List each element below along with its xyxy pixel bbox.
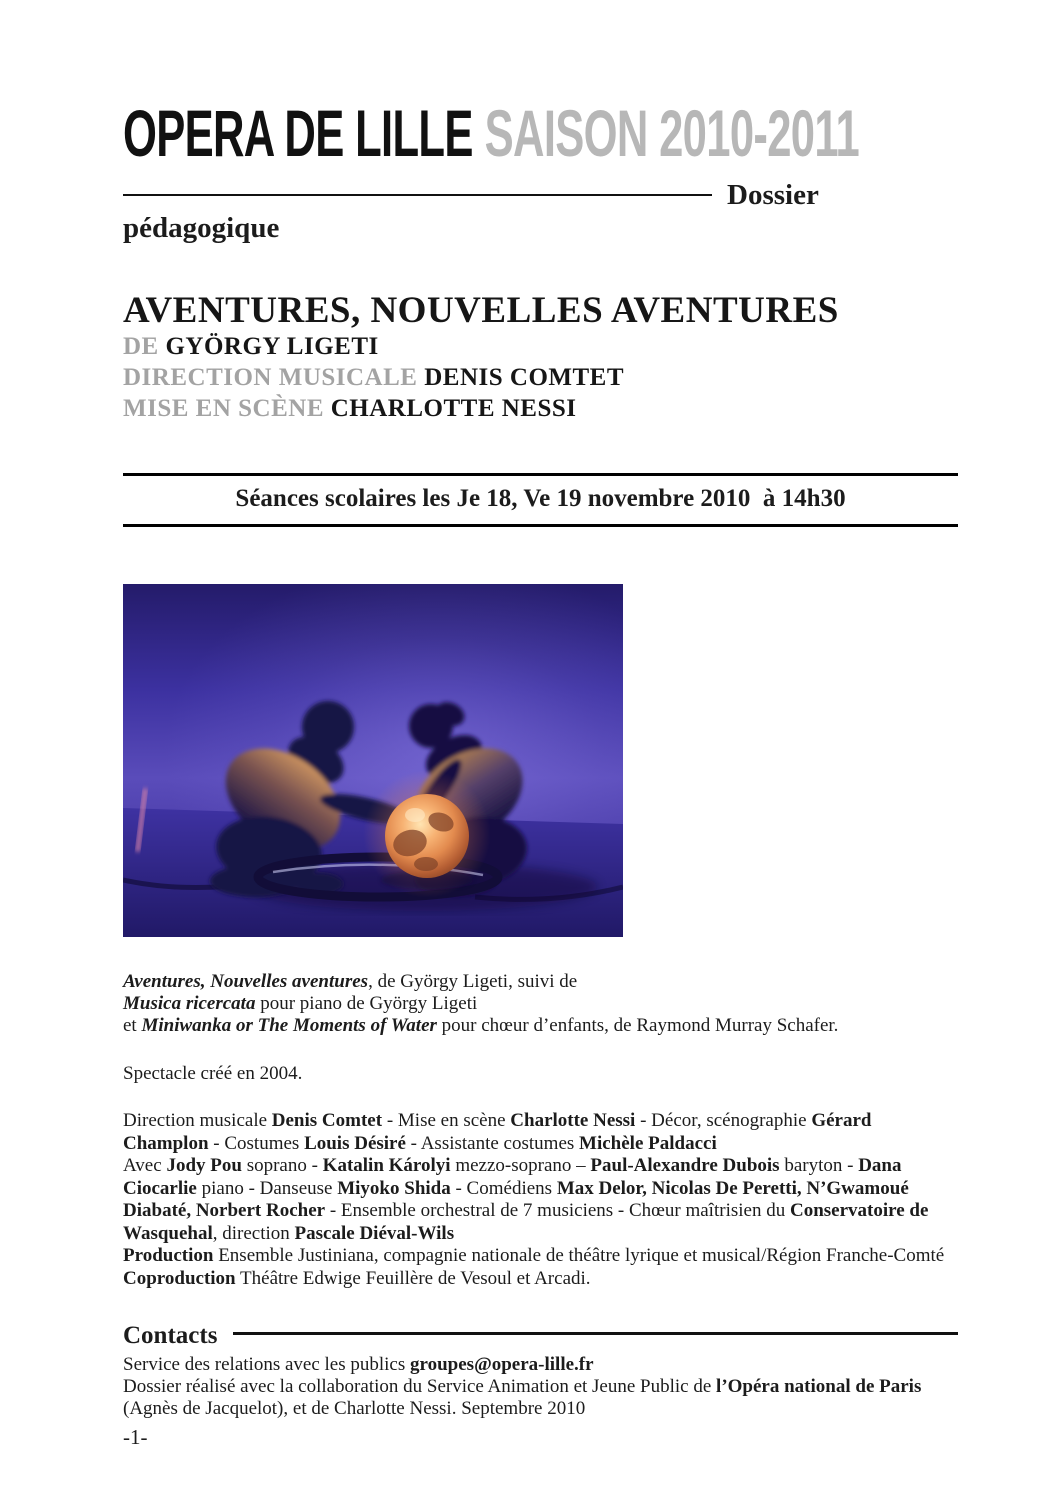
byline-music-director — [123, 362, 958, 393]
byline-role: DE — [123, 333, 166, 360]
production-photo — [123, 584, 623, 937]
credits-paragraph: Direction musicale Denis Comtet - Mise en scène Charlotte Nessi - Décor, scénographie Gérard Champlon - Costumes Louis Désiré - Assistante costumes Michèle Paldacci — [123, 1110, 872, 1154]
season-text: SAISON 2010-2011 — [484, 96, 860, 170]
logo-text: OPERA DE LILLE — [123, 96, 473, 170]
credits-block — [123, 1110, 958, 1290]
byline-name: GYÖRGY LIGETI — [165, 333, 379, 360]
byline-stage-director — [123, 393, 958, 424]
byline-name: CHARLOTTE NESSI — [330, 395, 577, 422]
program-line: Aventures, Nouvelles aventures, de György Ligeti, suivi de — [123, 971, 578, 992]
leader-rule — [123, 194, 712, 196]
contacts-lines — [123, 1354, 958, 1420]
byline-role: DIRECTION MUSICALE — [123, 364, 425, 391]
dossier-leader-row — [123, 180, 958, 210]
credits-paragraph: Production Ensemble Justiniana, compagnie nationale de théâtre lyrique et musical/Région Franche-Comté — [123, 1245, 945, 1266]
opera-logo — [123, 96, 958, 170]
program-line: et Miniwanka or The Moments of Water pour chœur d’enfants, de Raymond Murray Schafer. — [123, 1015, 839, 1036]
program-intro — [123, 971, 958, 1037]
globe-highlight — [405, 808, 425, 822]
contacts-rule — [233, 1332, 958, 1335]
masthead — [123, 96, 958, 245]
contact-line: Service des relations avec les publics groupes@opera-lille.fr — [123, 1354, 594, 1375]
contacts-section — [123, 1322, 958, 1420]
production-photo-svg — [123, 584, 623, 937]
byline-name: DENIS COMTET — [424, 364, 625, 391]
show-title: AVENTURES, NOUVELLES AVENTURES — [123, 290, 839, 331]
contacts-heading: Contacts — [123, 1322, 218, 1349]
credits-paragraph: Coproduction Théâtre Edwige Feuillère de Vesoul et Arcadi. — [123, 1267, 591, 1289]
credits-paragraph: Avec Jody Pou soprano - Katalin Károlyi mezzo-soprano – Paul-Alexandre Dubois baryton - Dana Ciocarlie piano - Danseuse Miyoko Shida - Comédiens Max Delor, Nicolas De Peretti, N’Gwamoué Diabaté, Norbert Rocher - Ensemble orchestral de 7 musiciens - Chœur maîtrisien du Conservatoire de Wasquehal, direction Pascale Diéval-Wils — [123, 1155, 929, 1244]
byline-role: MISE EN SCÈNE — [123, 395, 331, 422]
title-section — [123, 291, 958, 424]
schedule-banner: Séances scolaires les Je 18, Ve 19 novembre 2010 à 14h30 — [123, 473, 958, 527]
dossier-label: Dossier — [727, 179, 819, 211]
program-line: Musica ricercata pour piano de György Ligeti — [123, 993, 478, 1014]
contacts-head — [123, 1322, 958, 1350]
contact-line: Dossier réalisé avec la collaboration du Service Animation et Jeune Public de l’Opéra national de Paris (Agnès de Jacquelot), et de Charlotte Nessi. Septembre 2010 — [123, 1376, 922, 1419]
dossier-label-2: pédagogique — [123, 212, 280, 244]
page-number: -1- — [123, 1425, 148, 1449]
byline-composer — [123, 331, 958, 362]
creation-note: Spectacle créé en 2004. — [123, 1063, 303, 1084]
